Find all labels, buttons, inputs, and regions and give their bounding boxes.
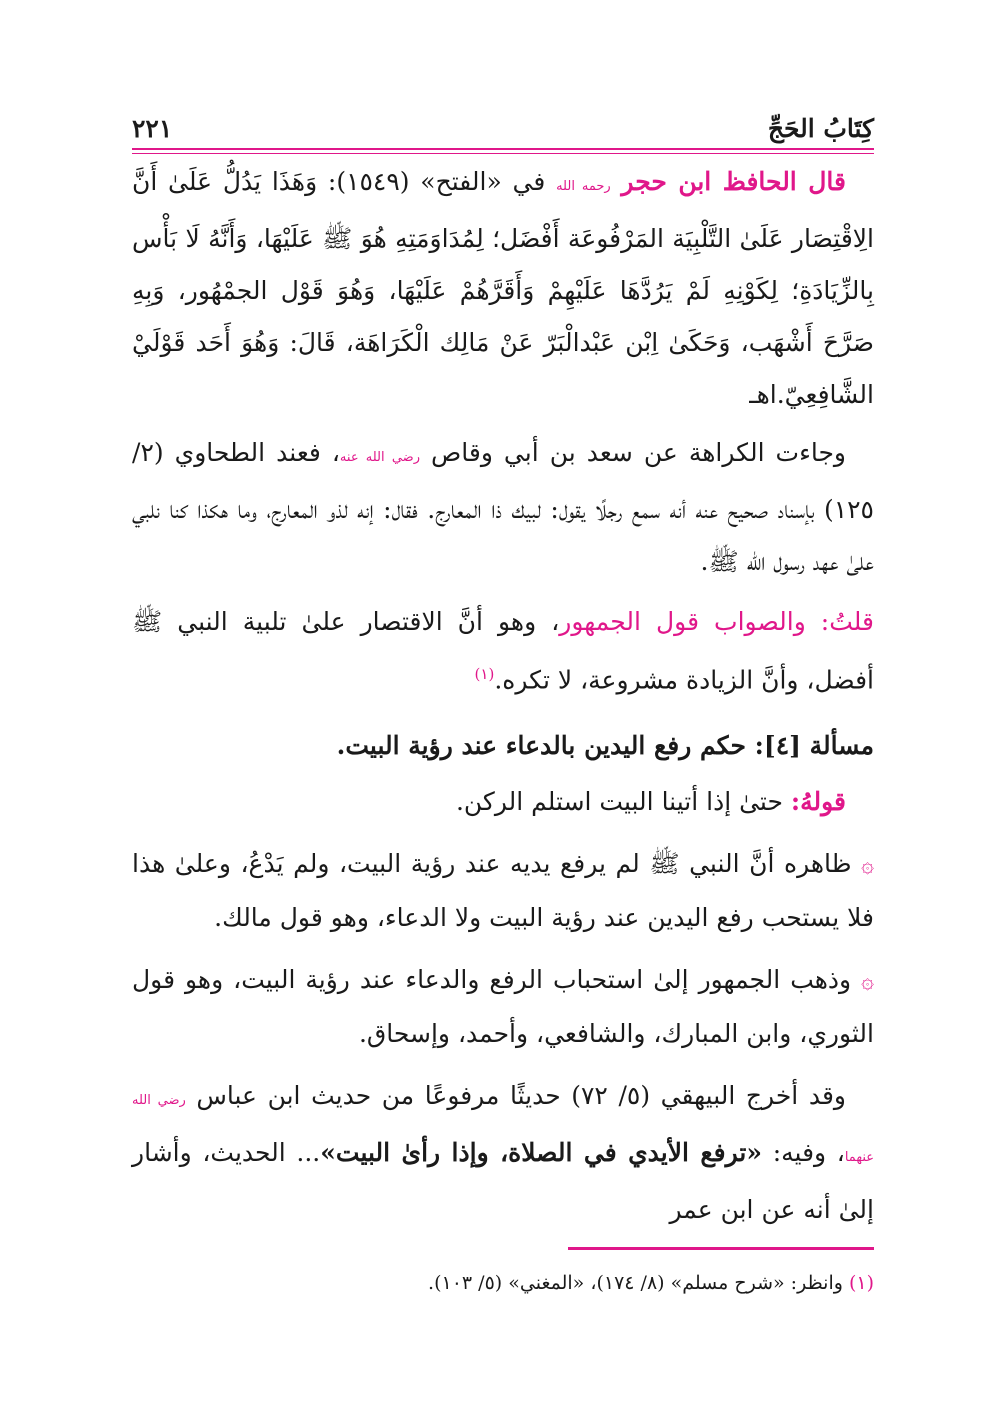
bayhaqi-text-c: ... الحديث، وأشار إلىٰ أنه عن ابن عمر	[132, 1138, 874, 1225]
footnote-number: (١)	[848, 1272, 874, 1294]
honorific-mark: رضي الله عنه	[339, 450, 420, 465]
bayhaqi-text-a: وقد أخرج البيهقي (٥/ ٧٢) حديثًا مرفوعًا من حديث ابن عباس	[196, 1081, 846, 1111]
footnote-divider	[568, 1247, 874, 1250]
narration-text-b: ، فعند الطحاوي (٢/ ١٢٥) بإسناد صحيح عنه أنه سمع رجلًا يقول: لبيك ذا المعارج. فقال: إنه لذو المعارج، وما هكذا كنا نلبي علىٰ عهد رسول الله ﷺ.	[132, 438, 874, 576]
bullet-point-majority	[132, 954, 874, 1060]
paragraph-saad-narration	[132, 427, 874, 588]
page-content	[132, 156, 874, 1236]
issue-heading	[132, 720, 874, 772]
hadith-label: قولهُ:	[790, 787, 846, 817]
opinion-text: ، وهو أنَّ الاقتصار علىٰ تلبية النبي ﷺ أفضل، وأنَّ الزيادة مشروعة، لا تكره.	[132, 607, 874, 695]
header-rule-thin	[132, 153, 874, 154]
narration-text-a: وجاءت الكراهة عن سعد بن أبي وقاص	[431, 438, 846, 467]
footnote-reference: (١)	[474, 665, 495, 683]
honorific-mark: رضي الله عنهما	[132, 1093, 874, 1166]
bullet-text: وذهب الجمهور إلىٰ استحباب الرفع والدعاء عند رؤية البيت، وهو قول الثوري، وابن المبارك، والشافعي، وأحمد، وإسحاق.	[132, 965, 874, 1049]
bayhaqi-text-b: ، وفيه:	[762, 1138, 845, 1168]
page-header	[132, 112, 874, 148]
paragraph-ibn-hajar-quote	[132, 156, 874, 421]
paragraph-hadith-quote	[132, 776, 874, 828]
paragraph-bayhaqi	[132, 1070, 874, 1236]
hadith-text: حتىٰ إذا أتينا البيت استلم الركن.	[455, 787, 791, 817]
footnote	[428, 1272, 874, 1294]
page-number: ٢٢١	[132, 114, 173, 143]
paragraph-author-opinion	[132, 596, 874, 706]
opinion-label: قلتُ: والصواب قول الجمهور	[559, 607, 874, 636]
header-rule-thick	[132, 148, 874, 150]
ornament-bullet-icon: ۞	[861, 853, 874, 879]
bullet-text: ظاهره أنَّ النبي ﷺ لم يرفع يديه عند رؤية البيت، ولم يَدْعُ، وعلىٰ هذا فلا يستحب رفع اليدين عند رؤية البيت ولا الدعاء، وهو قول مالك.	[132, 849, 874, 933]
quote-text: في «الفتح» (١٥٤٩): وَهَذَا يَدُلُّ عَلَىٰ أَنَّ الِاقْتِصَار عَلَىٰ التَّلْبِيَة المَرْفُوعَة أَفْضَل؛ لِمُدَاوَمَتِهِ هُوَ ﷺ عَلَيْهَا، وَأَنَّهُ لَا بَأْس بِالزِّيَادَةِ؛ لِكَوْنِهِ لَمْ يَرُدَّهَا عَلَيْهِمْ وَأَقَرَّهُمْ عَلَيْهَا، وَهُوَ قَوْل الجمْهُور، وَبِهِ صَرَّحَ أَشْهَب، وَحَكَىٰ اِبْن عَبْدالْبَرّ عَنْ مَالِك الْكَرَاهَة، قَالَ: وَهُوَ أَحَد قَوْلَيْ الشَّافِعِيّ.اهـ	[132, 167, 874, 409]
bayhaqi-quote: «ترفع الأيدي في الصلاة، وإذا رأىٰ البيت»	[320, 1138, 763, 1168]
ornament-bullet-icon: ۞	[861, 969, 874, 995]
issue-label: مسألة [٤]:	[754, 731, 874, 761]
honorific-mark: رحمه الله	[556, 179, 611, 194]
bullet-point-malik	[132, 838, 874, 944]
footnote-text: وانظر: «شرح مسلم» (٨/ ١٧٤)، «المغني» (٥/ ١٠٣).	[428, 1272, 849, 1294]
issue-title: حكم رفع اليدين بالدعاء عند رؤية البيت.	[336, 731, 755, 761]
quote-lead: قال الحافظ ابن حجر	[621, 167, 846, 196]
book-title: كِتَابُ الحَجِّ	[767, 114, 874, 143]
